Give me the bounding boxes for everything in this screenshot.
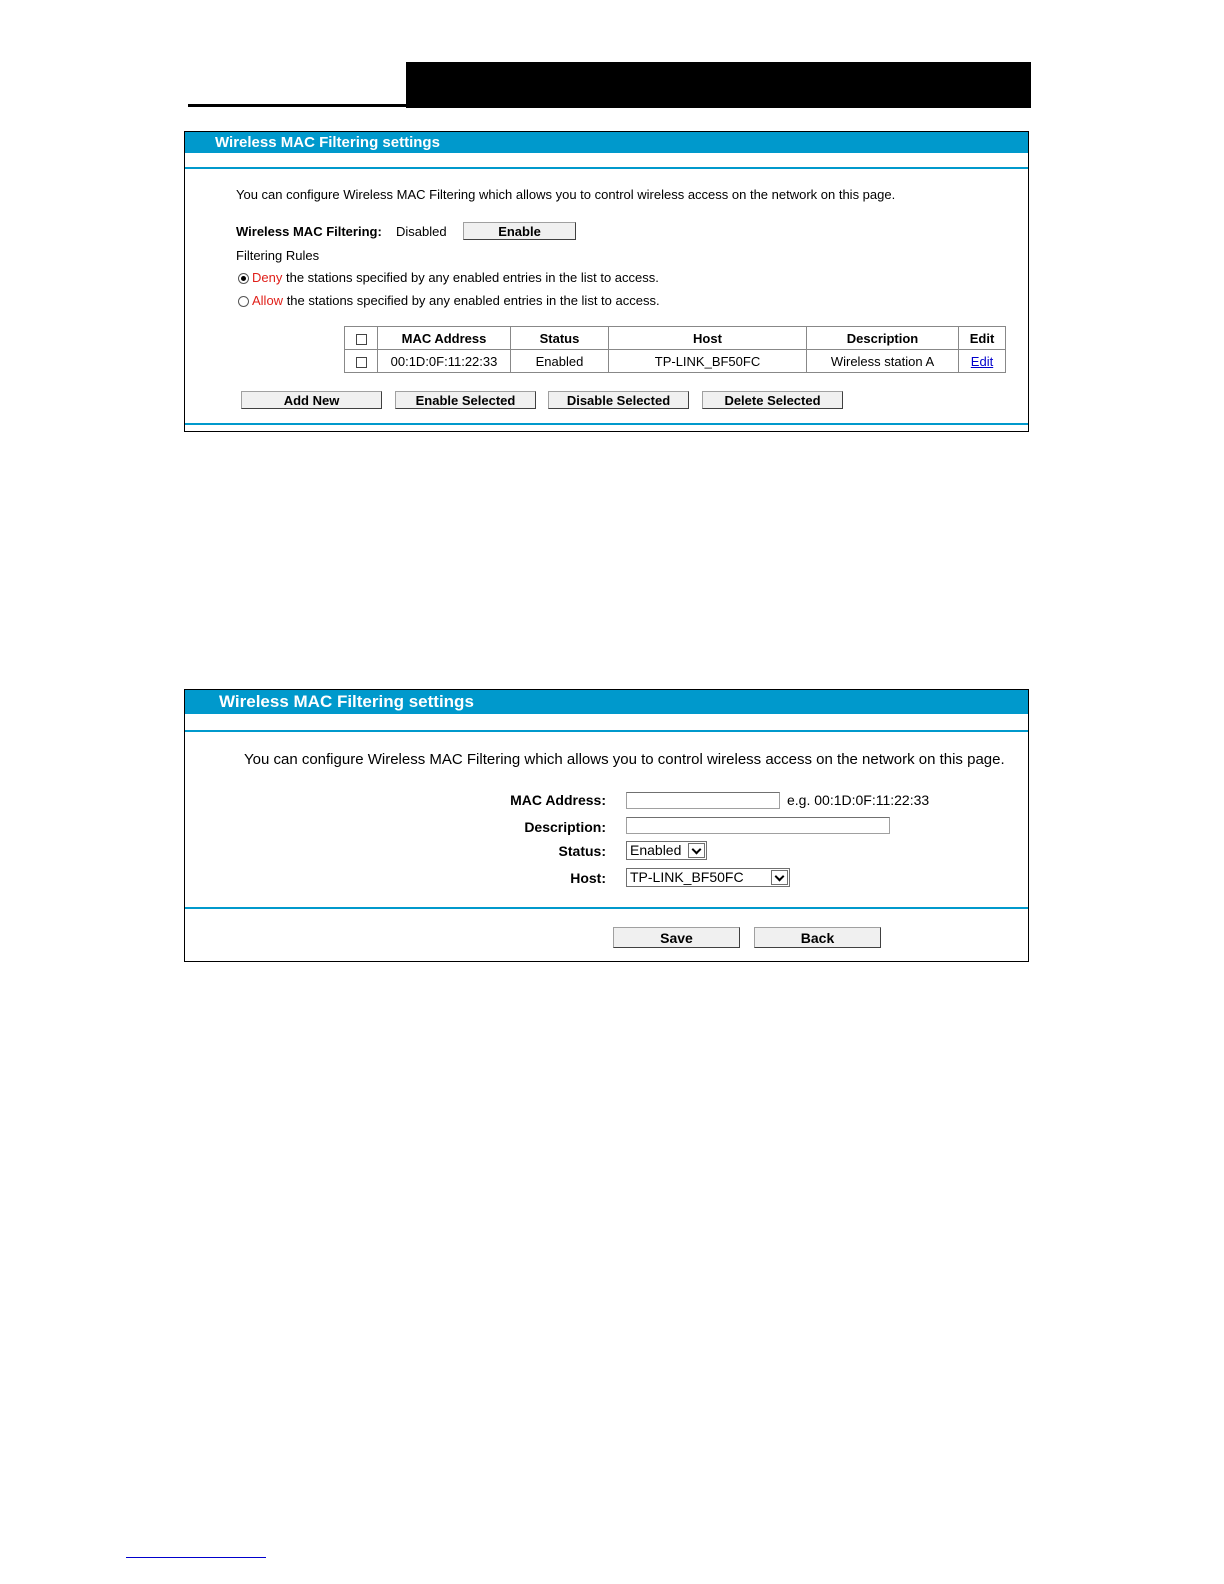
allow-option: [252, 293, 660, 308]
select-all-checkbox[interactable]: [356, 334, 367, 345]
header-status: Status: [511, 327, 609, 350]
disable-selected-button[interactable]: Disable Selected: [548, 391, 689, 409]
allow-radio[interactable]: [238, 296, 249, 307]
select-all-cell: [345, 327, 378, 350]
bottom-divider: [185, 423, 1028, 425]
filtering-label: Wireless MAC Filtering:: [236, 224, 382, 239]
row-checkbox[interactable]: [356, 357, 367, 368]
description-input[interactable]: [626, 817, 890, 834]
divider: [185, 730, 1028, 732]
table-header-row: [345, 327, 1006, 350]
add-new-button[interactable]: Add New: [241, 391, 382, 409]
description-label: Description:: [524, 819, 606, 835]
enable-selected-button[interactable]: Enable Selected: [395, 391, 536, 409]
cell-mac-address: 00:1D:0F:11:22:33: [378, 350, 511, 373]
back-button[interactable]: Back: [754, 927, 881, 948]
host-label: Host:: [570, 870, 606, 886]
cell-status: Enabled: [511, 350, 609, 373]
header-host: Host: [609, 327, 807, 350]
bottom-divider: [185, 907, 1028, 909]
enable-button[interactable]: Enable: [463, 222, 576, 240]
header-mac-address: MAC Address: [378, 327, 511, 350]
cell-description: Wireless station A: [807, 350, 959, 373]
row-select-cell: [345, 350, 378, 373]
filtering-rules-label: Filtering Rules: [236, 248, 320, 263]
mac-address-input[interactable]: [626, 792, 780, 809]
panel-title: Wireless MAC Filtering settings: [185, 690, 1028, 714]
chevron-down-icon[interactable]: [771, 870, 788, 885]
header-edit: Edit: [959, 327, 1006, 350]
panel-title: Wireless MAC Filtering settings: [185, 132, 1028, 153]
intro-text: You can configure Wireless MAC Filtering which allows you to control wireless access on the network on this page.: [244, 751, 1005, 768]
intro-text: You can configure Wireless MAC Filtering which allows you to control wireless access on the network on this page.: [236, 187, 896, 202]
mac-address-hint: e.g. 00:1D:0F:11:22:33: [787, 792, 930, 808]
chevron-down-icon[interactable]: [688, 843, 705, 858]
add-entry-panel: [184, 689, 1029, 962]
status-label: Status:: [558, 843, 606, 859]
status-value: Enabled: [630, 842, 682, 858]
deny-text: the stations specified by any enabled entries in the list to access.: [282, 270, 659, 285]
deny-word: Deny: [252, 270, 283, 285]
footer-link-rule: [126, 1557, 266, 1558]
table-row: [345, 350, 1006, 373]
cell-host: TP-LINK_BF50FC: [609, 350, 807, 373]
allow-word: Allow: [252, 293, 284, 308]
header-rule: [188, 104, 408, 107]
deny-option: [252, 270, 659, 285]
deny-radio[interactable]: [238, 273, 249, 284]
cell-edit: [959, 350, 1006, 373]
host-select[interactable]: [626, 868, 790, 887]
mac-filter-table: [344, 326, 1006, 373]
edit-link[interactable]: Edit: [970, 353, 994, 369]
save-button[interactable]: Save: [613, 927, 740, 948]
host-value: TP-LINK_BF50FC: [630, 869, 744, 885]
divider: [185, 167, 1028, 169]
allow-text: the stations specified by any enabled entries in the list to access.: [283, 293, 660, 308]
header-description: Description: [807, 327, 959, 350]
mac-address-label: MAC Address:: [510, 792, 606, 808]
status-select[interactable]: [626, 841, 707, 860]
mac-filtering-list-panel: [184, 131, 1029, 432]
filtering-state: Disabled: [396, 224, 447, 239]
delete-selected-button[interactable]: Delete Selected: [702, 391, 843, 409]
header-bar: [406, 62, 1031, 108]
